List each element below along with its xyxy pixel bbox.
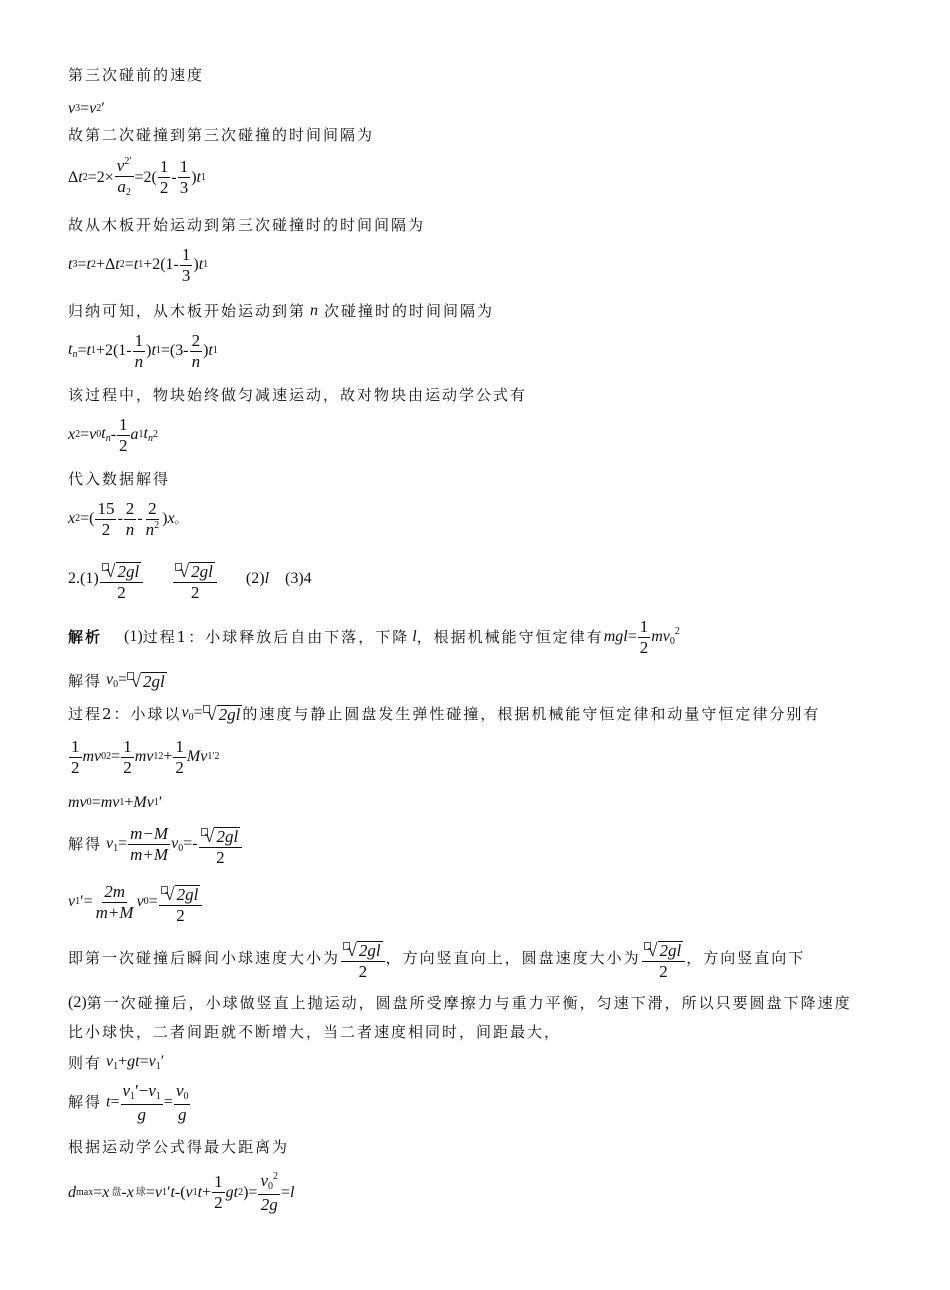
fraction-sqrt2gl-over-2: √ 2gl 2 [100,557,144,602]
analysis-process-1: 解析 (1) 过程1：小球释放后自由下落，下降 l ，根据机械能守恒定律有 mgl= $\frac{1}{2}$ $mv_0^2$ [68,617,680,657]
equation-equal-speed: 则有 $v_1+gt=v_1'$ [68,1053,165,1072]
text-line-part-2-a: (2) 第一次碰撞后，小球做竖直上抛运动，圆盘所受摩擦力与重力平衡，匀速下滑，所以只要圆盘下降速度 [68,993,852,1012]
equation-v1: 解得 $v_1=$ $\frac{m-M}{m+M}$ $v_0=-$ √ 2gl 2 [68,822,243,867]
equation-delta-t2: Δ t 2 =2× $\frac{v^{2'}}{a_2}$ =2( $\frac{1}{2}$ - $\frac{1}{3}$ ) t 1 [68,156,206,198]
equation-v1-prime: v 1 ′= $\frac{2m}{m+M}$ v 0 = √ 2gl 2 [68,880,203,925]
equation-t3: t 3 = t 2 +Δ t 2 = t 1 +2(1- $\frac{1}{3}$ ) t 1 [68,245,209,285]
text-line-third-collision-speed: 第三次碰前的速度 [68,66,205,84]
text-line-first-collision-result: 即第一次碰撞后瞬间小球速度大小为 √ 2gl 2 ，方向竖直向上，圆盘速度大小为 √ 2gl 2 ，方向竖直向下 [68,936,805,981]
equation-d-max: d max = x 盘 - x 球 = v 1 ′ t -( v 1 t + $\frac{1}{2}$ gt 2 )= $\frac{v_0^2}{2g}$ = l [68,1171,295,1214]
text-line-block-motion: 该过程中，物块始终做匀减速运动，故对物块由运动学公式有 [68,386,528,404]
answer-line: 2. (1) √ 2gl 2 √ 2gl 2 (2) l (3) 4 [68,557,312,602]
equation-v3: v 3 = v 2 ′ [68,100,105,117]
equation-v0: 解得 $v_0=$ √ 2gl [68,671,165,691]
equation-momentum-conservation: mv 0 = mv 1 + Mv 1 ′ [68,794,163,811]
text-line-interval-2-3: 故第二次碰撞到第三次碰撞的时间间隔为 [68,126,375,144]
text-line-induction: 归纳可知，从木板开始运动到第 n 次碰撞时的时间间隔为 [68,301,495,320]
equation-energy-conservation: $\frac{1}{2}$ mv 0 2 = $\frac{1}{2}$ mv 1 2 + $\frac{1}{2}$ Mv 1 ′2 [71,737,220,777]
text-line-max-distance: 根据运动学公式得最大距离为 [68,1138,290,1156]
equation-x2-general: x 2 = v 0 $t_n$ - $\frac{1}{2}$ a 1 $t_n$ 2 [68,415,158,455]
equation-tn: $t_n$ = t 1 +2(1- $\frac{1}{n}$ ) t 1 =(3- $\frac{2}{n}$ ) t 1 [68,331,218,371]
text-line-interval-start-3: 故从木板开始运动到第三次碰撞时的时间间隔为 [68,216,426,234]
text-line-part-2-b: 比小球快，二者间距就不断增大，当二者速度相同时，间距最大， [68,1023,562,1041]
fraction-sqrt2gl-over-2: √ 2gl 2 [173,557,217,602]
equation-t: 解得 t= $\frac{v_1'-v_1}{g}$ = $\frac{v_0}{g}$ [68,1081,189,1124]
text-line-process-2: 过程2：小球以 $v_0=$ √ 2gl 的速度与静止圆盘发生弹性碰撞，根据机械能守恒定律和动量守恒定律分别有 [68,704,821,724]
text-line-substitute: 代入数据解得 [68,470,171,488]
equation-x2-result: x 2 =( $\frac{15}{2}$ - $\frac{2}{n}$ - $\frac{2}{n^2}$ ) x 。 [68,499,187,539]
